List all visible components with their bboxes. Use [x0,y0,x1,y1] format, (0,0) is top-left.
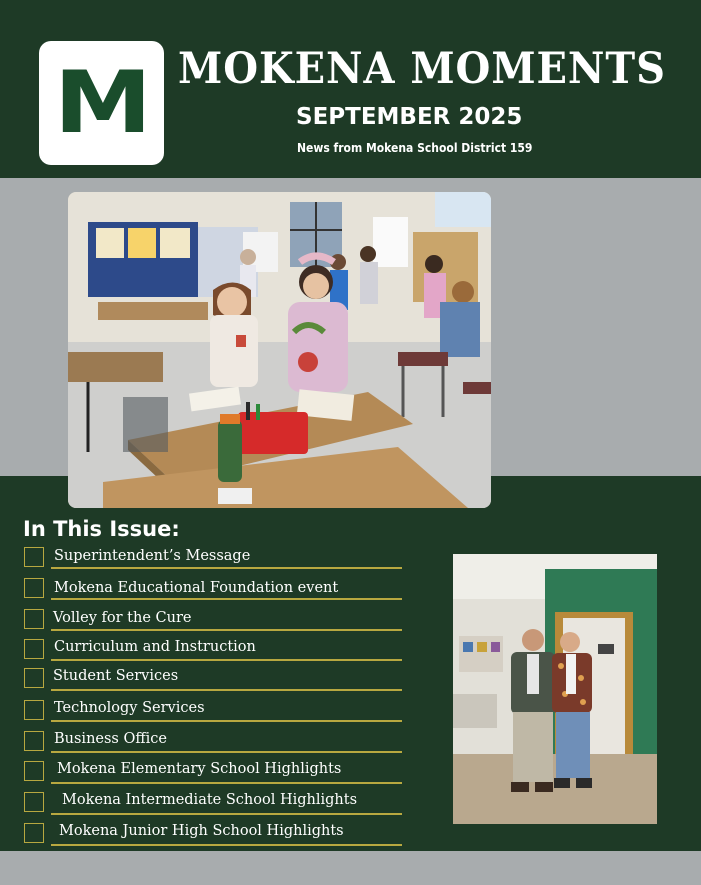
toc-underline [51,598,402,600]
toc-underline [51,720,402,722]
toc-underline [51,844,402,846]
issue-date: SEPTEMBER 2025 [296,104,523,130]
checkbox-icon[interactable] [24,761,44,781]
checkbox-icon[interactable] [24,700,44,720]
checkbox-icon[interactable] [24,547,44,567]
tagline: News from Mokena School District 159 [297,141,533,155]
newsletter-title: MOKENA MOMENTS [178,44,666,94]
toc-label: Mokena Elementary School Highlights [57,761,342,777]
checkbox-icon[interactable] [24,578,44,598]
toc-label: Volley for the Cure [53,610,192,626]
checkbox-icon[interactable] [24,823,44,843]
toc-underline [51,782,402,784]
toc-label: Mokena Intermediate School Highlights [62,792,358,808]
toc-underline [51,567,402,569]
toc-underline [51,629,402,631]
toc-label: Student Services [53,668,179,684]
toc-label: Mokena Junior High School Highlights [59,823,344,839]
toc-label: Curriculum and Instruction [54,639,256,655]
checkbox-icon[interactable] [24,609,44,629]
checkbox-icon[interactable] [24,731,44,751]
checkbox-icon[interactable] [24,639,44,659]
checkbox-icon[interactable] [24,668,44,688]
toc-underline [51,659,402,661]
toc-label: Superintendent’s Message [54,548,251,564]
toc-underline [51,751,402,753]
contents-heading: In This Issue: [23,517,180,541]
staff-photo [453,554,657,824]
toc-label: Technology Services [54,700,205,716]
footer-band [0,851,701,885]
masthead [0,0,701,178]
checkbox-icon[interactable] [24,792,44,812]
toc-underline [51,689,402,691]
toc-label: Mokena Educational Foundation event [54,580,339,596]
toc-label: Business Office [54,731,168,747]
classroom-photo [68,192,491,508]
district-logo [39,41,164,165]
toc-underline [51,813,402,815]
logo-letter: M [53,53,150,153]
